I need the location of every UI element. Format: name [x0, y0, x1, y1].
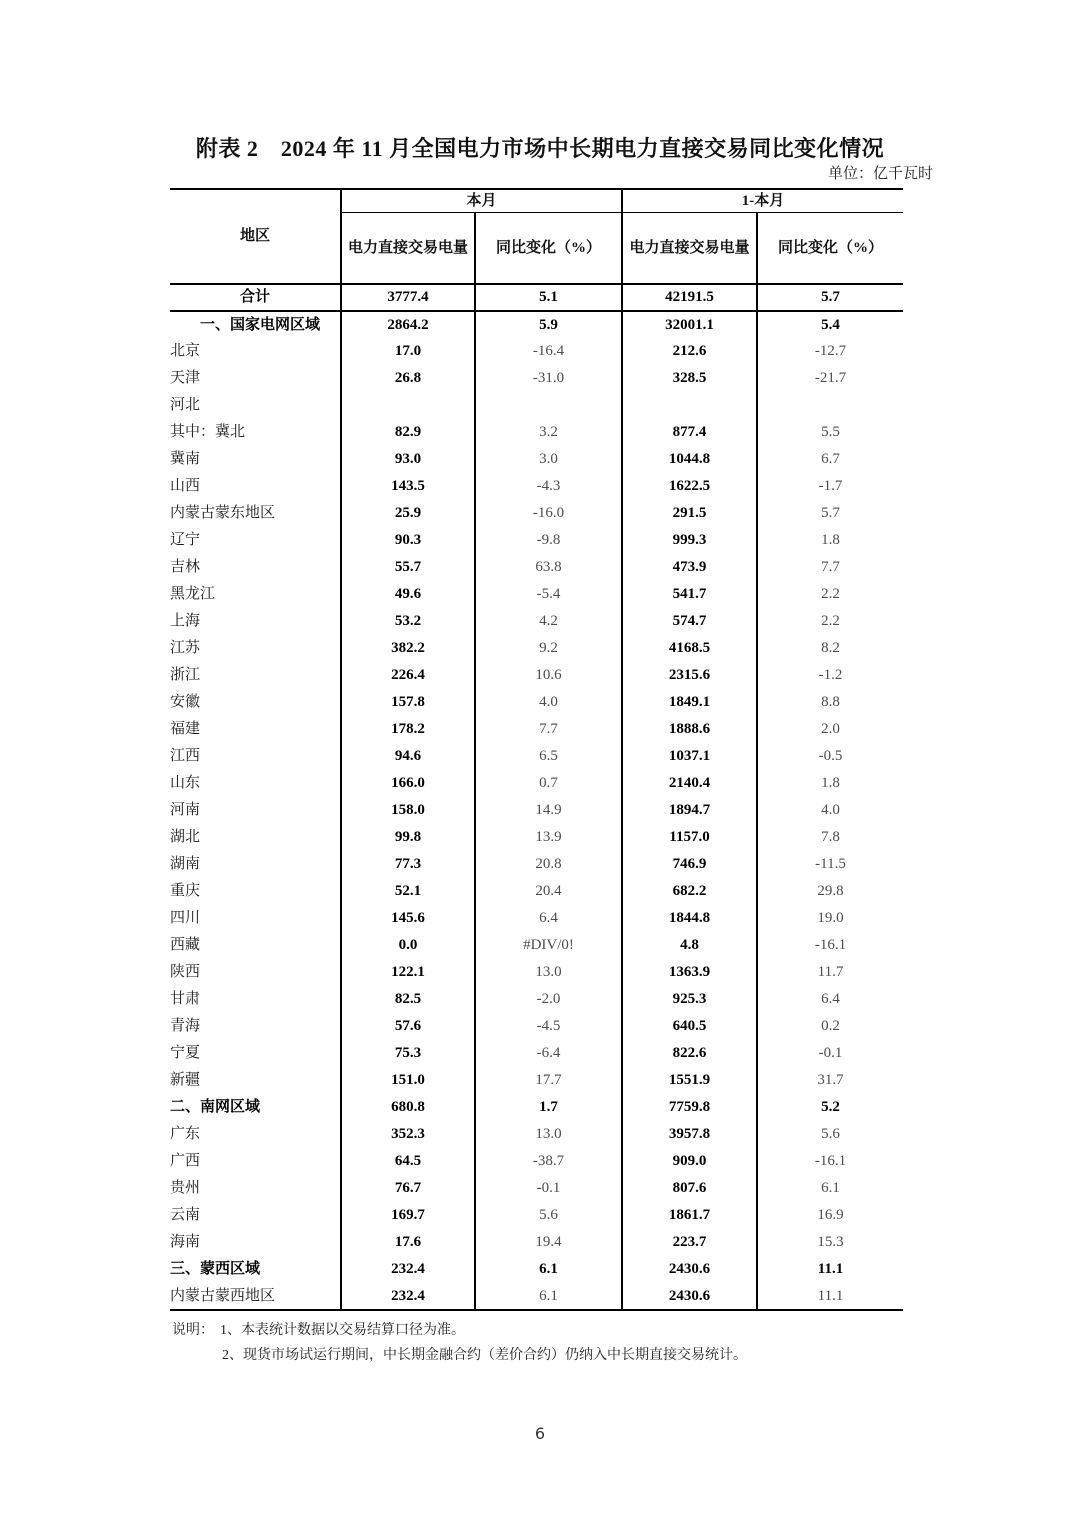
- month-volume-cell: 93.0: [341, 446, 475, 473]
- table-row: [170, 743, 903, 770]
- month-volume-cell: 55.7: [341, 554, 475, 581]
- cumulative-yoy-cell: 8.8: [757, 689, 903, 716]
- table-row: [170, 1202, 903, 1229]
- region-cell: 天津: [170, 370, 201, 387]
- month-volume-cell: 99.8: [341, 824, 475, 851]
- table-row: [170, 446, 903, 473]
- table-row: [170, 338, 903, 365]
- month-yoy-cell: 20.4: [475, 878, 622, 905]
- table-row: [170, 824, 903, 851]
- month-volume-cell: 3777.4: [341, 284, 475, 311]
- cumulative-volume-cell: 1157.0: [622, 824, 757, 851]
- month-yoy-cell: -16.0: [475, 500, 622, 527]
- month-yoy-cell: 7.7: [475, 716, 622, 743]
- header-cumulative-volume: 电力直接交易电量: [622, 212, 757, 284]
- cumulative-yoy-cell: 5.5: [757, 419, 903, 446]
- month-yoy-cell: -4.5: [475, 1013, 622, 1040]
- region-cell: 冀南: [170, 451, 201, 468]
- table-row: [170, 635, 903, 662]
- month-volume-cell: 94.6: [341, 743, 475, 770]
- table-row: [170, 986, 903, 1013]
- cumulative-volume-cell: 1037.1: [622, 743, 757, 770]
- region-cell: 江苏: [170, 640, 201, 657]
- cumulative-volume-cell: 682.2: [622, 878, 757, 905]
- cumulative-volume-cell: 2315.6: [622, 662, 757, 689]
- cumulative-yoy-cell: 5.6: [757, 1121, 903, 1148]
- month-volume-cell: 77.3: [341, 851, 475, 878]
- month-volume-cell: 680.8: [341, 1094, 475, 1121]
- month-yoy-cell: 6.1: [475, 1256, 622, 1283]
- cumulative-volume-cell: 640.5: [622, 1013, 757, 1040]
- cumulative-volume-cell: 32001.1: [622, 311, 757, 338]
- cumulative-yoy-cell: 29.8: [757, 878, 903, 905]
- cumulative-volume-cell: 1888.6: [622, 716, 757, 743]
- cumulative-volume-cell: 999.3: [622, 527, 757, 554]
- cumulative-yoy-cell: 0.2: [757, 1013, 903, 1040]
- page-title: 附表 2 2024 年 11 月全国电力市场中长期电力直接交易同比变化情况: [195, 136, 885, 161]
- table-row: [170, 392, 903, 419]
- cumulative-yoy-cell: -0.1: [757, 1040, 903, 1067]
- month-volume-cell: 82.5: [341, 986, 475, 1013]
- month-yoy-cell: 3.0: [475, 446, 622, 473]
- month-volume-cell: 232.4: [341, 1256, 475, 1283]
- cumulative-volume-cell: 4168.5: [622, 635, 757, 662]
- header-month-yoy: 同比变化（%）: [475, 212, 622, 284]
- table-row: [170, 1067, 903, 1094]
- cumulative-yoy-cell: [757, 392, 903, 419]
- region-cell: 重庆: [170, 883, 201, 900]
- cumulative-volume-cell: 42191.5: [622, 284, 757, 311]
- section-row: [170, 1256, 903, 1283]
- region-cell: 广东: [170, 1126, 201, 1143]
- table-row: [170, 1013, 903, 1040]
- region-cell: 海南: [170, 1234, 201, 1251]
- cumulative-yoy-cell: 5.4: [757, 311, 903, 338]
- table-row: [170, 1121, 903, 1148]
- region-cell: 三、蒙西区域: [170, 1261, 261, 1278]
- region-cell: 上海: [170, 613, 201, 630]
- month-volume-cell: 143.5: [341, 473, 475, 500]
- cumulative-volume-cell: 291.5: [622, 500, 757, 527]
- region-cell: 内蒙古蒙东地区: [170, 505, 276, 522]
- table-row: [170, 662, 903, 689]
- region-cell: 浙江: [170, 667, 201, 684]
- region-cell: 河北: [170, 397, 201, 414]
- table-row: [170, 851, 903, 878]
- region-cell: 其中：冀北: [170, 424, 246, 441]
- cumulative-yoy-cell: 2.2: [757, 608, 903, 635]
- region-cell: 甘肃: [170, 991, 201, 1008]
- month-yoy-cell: 13.9: [475, 824, 622, 851]
- cumulative-yoy-cell: -1.7: [757, 473, 903, 500]
- cumulative-yoy-cell: 5.7: [757, 284, 903, 311]
- notes-label: 说明：: [172, 1323, 214, 1338]
- region-cell: 青海: [170, 1018, 201, 1035]
- table-row: [170, 554, 903, 581]
- month-yoy-cell: -4.3: [475, 473, 622, 500]
- cumulative-volume-cell: 1622.5: [622, 473, 757, 500]
- cumulative-volume-cell: 2140.4: [622, 770, 757, 797]
- cumulative-volume-cell: 877.4: [622, 419, 757, 446]
- header-month-group: 本月: [341, 189, 622, 212]
- month-yoy-cell: 6.5: [475, 743, 622, 770]
- region-cell: 湖南: [170, 856, 201, 873]
- table-row: [170, 608, 903, 635]
- region-cell: 湖北: [170, 829, 201, 846]
- month-volume-cell: 64.5: [341, 1148, 475, 1175]
- month-yoy-cell: #DIV/0!: [475, 932, 622, 959]
- month-yoy-cell: 5.6: [475, 1202, 622, 1229]
- month-volume-cell: 382.2: [341, 635, 475, 662]
- cumulative-volume-cell: 925.3: [622, 986, 757, 1013]
- region-cell: 江西: [170, 748, 201, 765]
- cumulative-volume-cell: 212.6: [622, 338, 757, 365]
- cumulative-yoy-cell: 1.8: [757, 527, 903, 554]
- month-yoy-cell: -38.7: [475, 1148, 622, 1175]
- month-yoy-cell: -6.4: [475, 1040, 622, 1067]
- note-line-2: [172, 1343, 747, 1368]
- unit-note: 单位：亿千瓦时: [827, 166, 933, 182]
- note-line-1: [172, 1318, 747, 1343]
- table-row: [170, 419, 903, 446]
- cumulative-yoy-cell: -21.7: [757, 365, 903, 392]
- section-row: [170, 311, 903, 338]
- cumulative-yoy-cell: 4.0: [757, 797, 903, 824]
- cumulative-yoy-cell: 7.7: [757, 554, 903, 581]
- header-month-volume: 电力直接交易电量: [341, 212, 475, 284]
- month-yoy-cell: 13.0: [475, 959, 622, 986]
- cumulative-volume-cell: 4.8: [622, 932, 757, 959]
- month-volume-cell: 90.3: [341, 527, 475, 554]
- region-cell: 安徽: [170, 694, 201, 711]
- month-volume-cell: 49.6: [341, 581, 475, 608]
- cumulative-volume-cell: 1044.8: [622, 446, 757, 473]
- region-cell: 北京: [170, 343, 201, 360]
- month-yoy-cell: 5.9: [475, 311, 622, 338]
- table-row: [170, 500, 903, 527]
- cumulative-yoy-cell: 31.7: [757, 1067, 903, 1094]
- month-yoy-cell: 5.1: [475, 284, 622, 311]
- cumulative-yoy-cell: 8.2: [757, 635, 903, 662]
- table-row: [170, 932, 903, 959]
- total-row: [170, 284, 903, 311]
- month-yoy-cell: -16.4: [475, 338, 622, 365]
- month-yoy-cell: 14.9: [475, 797, 622, 824]
- month-yoy-cell: -0.1: [475, 1175, 622, 1202]
- table-body: [170, 284, 903, 1310]
- cumulative-volume-cell: 2430.6: [622, 1283, 757, 1310]
- month-yoy-cell: -5.4: [475, 581, 622, 608]
- month-volume-cell: 158.0: [341, 797, 475, 824]
- cumulative-volume-cell: 1849.1: [622, 689, 757, 716]
- header-group-row: [170, 189, 903, 212]
- cumulative-yoy-cell: 15.3: [757, 1229, 903, 1256]
- region-cell: 贵州: [170, 1180, 201, 1197]
- note-text-1: 1、本表统计数据以交易结算口径为准。: [220, 1323, 465, 1338]
- cumulative-yoy-cell: 1.8: [757, 770, 903, 797]
- cumulative-yoy-cell: 6.7: [757, 446, 903, 473]
- region-cell: 陕西: [170, 964, 201, 981]
- table-row: [170, 878, 903, 905]
- cumulative-volume-cell: 1551.9: [622, 1067, 757, 1094]
- region-cell: 西藏: [170, 937, 201, 954]
- table-header: [170, 189, 903, 284]
- month-volume-cell: 122.1: [341, 959, 475, 986]
- table-row: [170, 770, 903, 797]
- cumulative-yoy-cell: 5.2: [757, 1094, 903, 1121]
- month-yoy-cell: 1.7: [475, 1094, 622, 1121]
- page-number: 6: [534, 1424, 546, 1443]
- cumulative-volume-cell: 1894.7: [622, 797, 757, 824]
- cumulative-yoy-cell: 2.2: [757, 581, 903, 608]
- month-yoy-cell: -2.0: [475, 986, 622, 1013]
- table-row: [170, 689, 903, 716]
- notes: [172, 1318, 747, 1368]
- region-cell: 二、南网区域: [170, 1099, 261, 1116]
- region-cell: 吉林: [170, 559, 201, 576]
- month-volume-cell: 157.8: [341, 689, 475, 716]
- cumulative-yoy-cell: 11.7: [757, 959, 903, 986]
- month-volume-cell: 52.1: [341, 878, 475, 905]
- table-row: [170, 473, 903, 500]
- region-cell: 四川: [170, 910, 201, 927]
- cumulative-yoy-cell: 5.7: [757, 500, 903, 527]
- cumulative-yoy-cell: 11.1: [757, 1256, 903, 1283]
- month-volume-cell: 17.6: [341, 1229, 475, 1256]
- header-cumulative-yoy: 同比变化（%）: [757, 212, 903, 284]
- month-yoy-cell: 17.7: [475, 1067, 622, 1094]
- region-cell: 新疆: [170, 1072, 201, 1089]
- month-volume-cell: 82.9: [341, 419, 475, 446]
- header-cumulative-group: 1-本月: [622, 189, 903, 212]
- table-row: [170, 1283, 903, 1310]
- cumulative-volume-cell: 1363.9: [622, 959, 757, 986]
- cumulative-volume-cell: 2430.6: [622, 1256, 757, 1283]
- region-cell: 合计: [170, 284, 341, 311]
- cumulative-yoy-cell: 2.0: [757, 716, 903, 743]
- section-row: [170, 1094, 903, 1121]
- region-cell: 黑龙江: [170, 586, 216, 603]
- month-volume-cell: 17.0: [341, 338, 475, 365]
- month-yoy-cell: 10.6: [475, 662, 622, 689]
- month-yoy-cell: [475, 392, 622, 419]
- cumulative-yoy-cell: 16.9: [757, 1202, 903, 1229]
- cumulative-yoy-cell: -16.1: [757, 932, 903, 959]
- region-cell: 福建: [170, 721, 201, 738]
- month-yoy-cell: 13.0: [475, 1121, 622, 1148]
- cumulative-volume-cell: 909.0: [622, 1148, 757, 1175]
- table-row: [170, 581, 903, 608]
- table-row: [170, 1148, 903, 1175]
- month-yoy-cell: 4.0: [475, 689, 622, 716]
- cumulative-volume-cell: 1844.8: [622, 905, 757, 932]
- region-cell: 山西: [170, 478, 201, 495]
- cumulative-volume-cell: 541.7: [622, 581, 757, 608]
- month-yoy-cell: 0.7: [475, 770, 622, 797]
- cumulative-volume-cell: [622, 392, 757, 419]
- table-row: [170, 797, 903, 824]
- note-text-2: 2、现货市场试运行期间，中长期金融合约（差价合约）仍纳入中长期直接交易统计。: [222, 1348, 747, 1363]
- month-volume-cell: 352.3: [341, 1121, 475, 1148]
- table-row: [170, 1175, 903, 1202]
- month-volume-cell: 26.8: [341, 365, 475, 392]
- month-yoy-cell: 9.2: [475, 635, 622, 662]
- power-trading-table: [170, 188, 903, 1311]
- table-row: [170, 716, 903, 743]
- region-cell: 河南: [170, 802, 201, 819]
- header-region: 地区: [170, 189, 341, 284]
- cumulative-yoy-cell: -0.5: [757, 743, 903, 770]
- cumulative-volume-cell: 1861.7: [622, 1202, 757, 1229]
- month-yoy-cell: -9.8: [475, 527, 622, 554]
- month-yoy-cell: 6.1: [475, 1283, 622, 1310]
- month-volume-cell: 76.7: [341, 1175, 475, 1202]
- month-volume-cell: 75.3: [341, 1040, 475, 1067]
- region-cell: 一、国家电网区域: [200, 316, 321, 333]
- month-volume-cell: 232.4: [341, 1283, 475, 1310]
- month-yoy-cell: -31.0: [475, 365, 622, 392]
- cumulative-yoy-cell: 11.1: [757, 1283, 903, 1310]
- month-yoy-cell: 4.2: [475, 608, 622, 635]
- cumulative-yoy-cell: -16.1: [757, 1148, 903, 1175]
- month-volume-cell: 169.7: [341, 1202, 475, 1229]
- cumulative-yoy-cell: -11.5: [757, 851, 903, 878]
- cumulative-yoy-cell: 6.4: [757, 986, 903, 1013]
- region-cell: 宁夏: [170, 1045, 201, 1062]
- month-yoy-cell: 20.8: [475, 851, 622, 878]
- table-row: [170, 1040, 903, 1067]
- month-volume-cell: 178.2: [341, 716, 475, 743]
- table-row: [170, 365, 903, 392]
- cumulative-volume-cell: 574.7: [622, 608, 757, 635]
- month-volume-cell: 2864.2: [341, 311, 475, 338]
- month-volume-cell: 57.6: [341, 1013, 475, 1040]
- cumulative-yoy-cell: -12.7: [757, 338, 903, 365]
- month-volume-cell: 53.2: [341, 608, 475, 635]
- month-volume-cell: 166.0: [341, 770, 475, 797]
- cumulative-volume-cell: 7759.8: [622, 1094, 757, 1121]
- table-row: [170, 1229, 903, 1256]
- cumulative-volume-cell: 3957.8: [622, 1121, 757, 1148]
- cumulative-volume-cell: 746.9: [622, 851, 757, 878]
- month-yoy-cell: 19.4: [475, 1229, 622, 1256]
- cumulative-volume-cell: 223.7: [622, 1229, 757, 1256]
- table-row: [170, 905, 903, 932]
- month-volume-cell: [341, 392, 475, 419]
- region-cell: 云南: [170, 1207, 201, 1224]
- month-volume-cell: 145.6: [341, 905, 475, 932]
- cumulative-yoy-cell: -1.2: [757, 662, 903, 689]
- month-volume-cell: 151.0: [341, 1067, 475, 1094]
- month-yoy-cell: 6.4: [475, 905, 622, 932]
- month-volume-cell: 226.4: [341, 662, 475, 689]
- month-yoy-cell: 3.2: [475, 419, 622, 446]
- region-cell: 广西: [170, 1153, 201, 1170]
- cumulative-volume-cell: 807.6: [622, 1175, 757, 1202]
- month-volume-cell: 25.9: [341, 500, 475, 527]
- region-cell: 辽宁: [170, 532, 201, 549]
- table-row: [170, 527, 903, 554]
- table-row: [170, 959, 903, 986]
- cumulative-volume-cell: 822.6: [622, 1040, 757, 1067]
- cumulative-yoy-cell: 7.8: [757, 824, 903, 851]
- region-cell: 内蒙古蒙西地区: [170, 1287, 276, 1304]
- region-cell: 山东: [170, 775, 201, 792]
- month-volume-cell: 0.0: [341, 932, 475, 959]
- cumulative-volume-cell: 328.5: [622, 365, 757, 392]
- cumulative-volume-cell: 473.9: [622, 554, 757, 581]
- cumulative-yoy-cell: 19.0: [757, 905, 903, 932]
- cumulative-yoy-cell: 6.1: [757, 1175, 903, 1202]
- month-yoy-cell: 63.8: [475, 554, 622, 581]
